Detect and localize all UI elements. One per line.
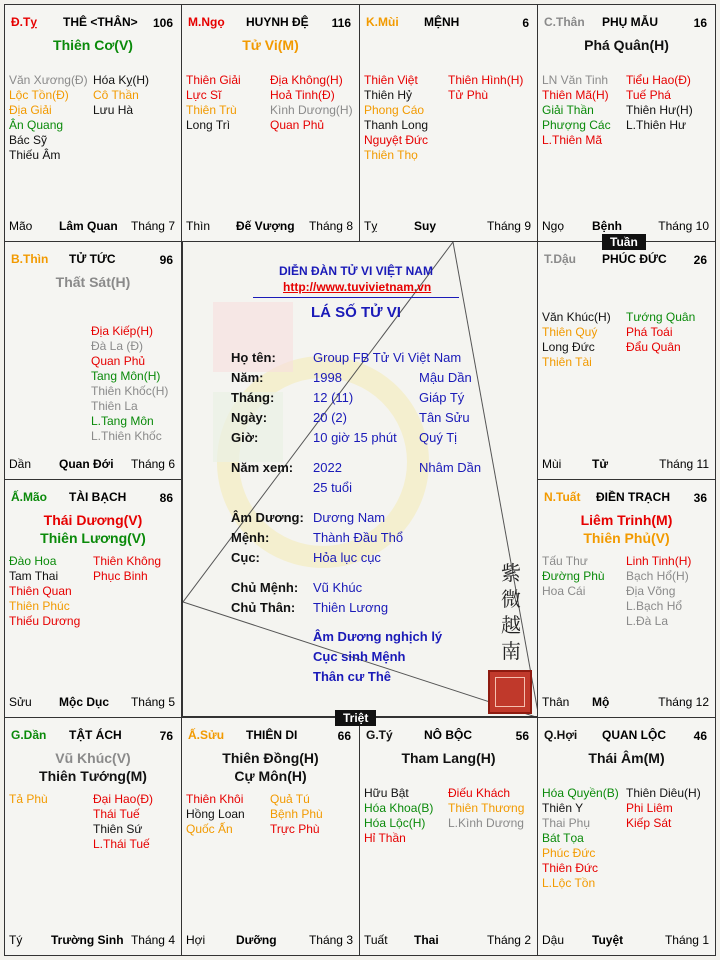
palace-tat-ach	[4, 717, 182, 956]
stars-left-column	[364, 73, 428, 163]
palace-branch: Ngọ	[542, 219, 565, 233]
palace-month: Tháng 11	[659, 457, 709, 471]
minor-star: Bát Tọa	[542, 831, 584, 845]
minor-star: Địa Giải	[9, 103, 52, 117]
palace-branch: Dần	[9, 457, 32, 471]
minor-star: L.Đà La	[626, 614, 669, 628]
minor-star: L.Thiên Mã	[542, 133, 603, 147]
minor-star: Đẩu Quân	[626, 340, 681, 354]
minor-star: Phượng Các	[542, 118, 611, 132]
note-3: Thân cư Thê	[313, 669, 392, 684]
minor-star: L.Thiên Khốc	[91, 429, 162, 443]
minor-star: Địa Không(H)	[270, 73, 343, 87]
info-value: Vũ Khúc	[313, 580, 363, 595]
palace-month: Tháng 1	[664, 933, 709, 947]
minor-star: Bác Sỹ	[9, 133, 48, 147]
minor-star: Long Đức	[542, 340, 595, 354]
stars-left-column	[542, 310, 611, 370]
info-value: 12 (11)	[313, 390, 354, 405]
palace-stage: Suy	[414, 219, 437, 233]
minor-star: Phúc Đức	[542, 846, 596, 860]
minor-star: Thiên Khôi	[186, 792, 244, 806]
stars-right-column	[93, 554, 161, 584]
palace-tu-tuc	[4, 241, 182, 480]
minor-star: Đào Hoa	[9, 554, 57, 568]
minor-star: Quả Tú	[270, 792, 310, 806]
palace-branch: Mùi	[542, 457, 562, 471]
palace-number: 96	[159, 253, 173, 267]
minor-star: Tam Thai	[9, 569, 59, 583]
minor-star: Thiếu Dương	[9, 614, 81, 628]
info-label: Ngày:	[231, 410, 268, 425]
palace-month: Tháng 5	[130, 695, 175, 709]
info-value: 20 (2)	[313, 410, 347, 425]
minor-star: Thiên Tài	[542, 355, 592, 369]
minor-star: Hoa Cái	[542, 584, 586, 598]
info-extra: Giáp Tý	[419, 390, 465, 405]
minor-star: Đà La (Đ)	[91, 339, 144, 353]
minor-star: Địa Kiếp(H)	[91, 324, 154, 338]
palace-house-name: PHỤ MẪU	[602, 15, 658, 29]
stars-right-column	[448, 786, 524, 831]
minor-star: Văn Khúc(H)	[542, 310, 611, 324]
palace-stem: G.Tý	[366, 728, 393, 742]
info-extra: Mậu Dần	[419, 370, 472, 385]
minor-star: Thiên Thọ	[364, 148, 418, 162]
palace-stem: Đ.Tỵ	[11, 15, 38, 29]
palace-stage: Trường Sinh	[51, 933, 124, 947]
minor-star: Hóa Lộc(H)	[364, 816, 426, 830]
palace-month: Tháng 2	[486, 933, 531, 947]
palace-number: 26	[693, 253, 707, 267]
info-value: 2022	[313, 460, 342, 475]
stars-right-column	[626, 73, 693, 133]
palace-number: 16	[693, 16, 707, 30]
minor-star: Đại Hao(Đ)	[93, 792, 154, 806]
info-value: Thiên Lương	[313, 600, 389, 615]
minor-star: Thiên Phúc	[9, 599, 70, 613]
stars-left-column	[542, 73, 611, 148]
minor-star: Thiên Y	[542, 801, 584, 815]
minor-star: Thiên Đức	[542, 861, 599, 875]
minor-star: Tấu Thư	[542, 554, 588, 568]
main-star: Thiên Đồng(H)	[222, 750, 319, 766]
palace-number: 56	[515, 729, 529, 743]
minor-star: Thiên Quý	[542, 325, 598, 339]
minor-star: Kình Dương(H)	[270, 103, 353, 117]
palace-branch: Tý	[9, 933, 23, 947]
info-value: 1998	[313, 370, 342, 385]
info-label: Năm xem:	[231, 460, 294, 475]
info-label: Âm Dương:	[231, 510, 304, 525]
palace-stem: K.Mùi	[366, 15, 399, 29]
palace-stage: Dưỡng	[236, 933, 277, 947]
palace-number: 66	[337, 729, 351, 743]
palace-number: 76	[159, 729, 173, 743]
triangle-line-2	[453, 242, 538, 717]
minor-star: Thai Phụ	[542, 816, 591, 830]
minor-star: Thiên Hư(H)	[626, 103, 693, 117]
info-label: Mệnh:	[231, 530, 270, 545]
palace-quan-loc	[537, 717, 716, 956]
palace-house-name: TỬ TỨC	[69, 252, 116, 266]
info-label: Họ tên:	[231, 350, 276, 365]
palace-month: Tháng 10	[658, 219, 709, 233]
palace-month: Tháng 6	[130, 457, 175, 471]
info-label: Chủ Mệnh:	[231, 580, 299, 595]
minor-star: Thiên Quan	[9, 584, 72, 598]
stars-left-column	[9, 792, 48, 807]
stars-left-column	[186, 792, 245, 837]
minor-star: L.Thiên Hư	[626, 118, 687, 132]
palace-stem: Ấ.Sửu	[188, 728, 225, 742]
palace-branch: Dậu	[542, 933, 565, 947]
horoscope-board	[4, 4, 716, 956]
main-star: Tử Vi(M)	[242, 37, 299, 53]
minor-star: Phục Binh	[93, 569, 148, 583]
palace-stage: Mộc Dục	[59, 695, 110, 709]
info-value: Dương Nam	[313, 510, 386, 525]
minor-star: Tử Phù	[448, 88, 489, 102]
palace-stem: M.Ngọ	[188, 15, 225, 29]
palace-house-name: ĐIỀN TRẠCH	[596, 490, 670, 504]
minor-star: Quan Phủ	[91, 354, 146, 368]
minor-star: Ân Quang	[9, 118, 64, 132]
info-value: Hỏa lục cục	[313, 550, 381, 565]
palace-stage: Quan Đới	[59, 457, 114, 471]
minor-star: Tả Phù	[9, 792, 48, 806]
palace-branch: Tuất	[364, 933, 388, 947]
header-divider	[253, 297, 459, 298]
palace-house-name: PHÚC ĐỨC	[602, 252, 667, 266]
palace-number: 86	[159, 491, 173, 505]
minor-star: Thiên Việt	[364, 73, 418, 87]
minor-star: Hoả Tinh(Đ)	[270, 88, 335, 102]
palace-stem: N.Tuất	[544, 490, 581, 504]
palace-the	[4, 4, 182, 242]
minor-star: Bạch Hổ(H)	[626, 569, 689, 583]
palace-menh	[359, 4, 538, 242]
minor-star: Quan Phủ	[270, 118, 325, 132]
seal-stamp	[488, 670, 532, 714]
minor-star: Thiên Khốc(H)	[91, 384, 169, 398]
palace-stage: Đế Vượng	[236, 219, 295, 233]
minor-star: Phi Liêm	[626, 801, 673, 815]
info-extra: Nhâm Dần	[419, 460, 482, 475]
stars-right-column	[626, 786, 701, 831]
minor-star: Địa Võng	[626, 584, 676, 598]
palace-huynh-de	[181, 4, 360, 242]
palace-month: Tháng 3	[308, 933, 353, 947]
minor-star: Hồng Loan	[186, 807, 245, 821]
minor-star: Hóa Quyền(B)	[542, 786, 619, 800]
main-star: Thiên Phủ(V)	[583, 530, 670, 546]
main-star: Cự Môn(H)	[234, 768, 307, 784]
minor-star: Hóa Khoa(B)	[364, 801, 434, 815]
minor-star: Hóa Kỵ(H)	[93, 73, 150, 87]
palace-phu-mau	[537, 4, 716, 242]
palace-branch: Hợi	[186, 933, 206, 947]
palace-month: Tháng 12	[658, 695, 709, 709]
stars-left-column	[542, 554, 605, 599]
minor-star: Thái Tuế	[93, 807, 140, 821]
main-star: Thái Âm(M)	[588, 750, 665, 766]
stars-left-column	[9, 73, 88, 163]
palace-month: Tháng 9	[486, 219, 531, 233]
stars-right-column	[270, 73, 353, 133]
forum-url[interactable]: http://www.tuvivietnam.vn	[283, 280, 432, 294]
minor-star: Thiên Diêu(H)	[626, 786, 701, 800]
minor-star: L.Lộc Tồn	[542, 876, 596, 890]
stars-left-column	[9, 554, 80, 629]
palace-stage: Tử	[592, 457, 609, 471]
minor-star: Lưu Hà	[93, 103, 134, 117]
palace-house-name: TÀI BẠCH	[69, 490, 127, 504]
stars-left-column	[364, 786, 433, 846]
minor-star: LN Văn Tinh	[542, 73, 609, 87]
stars-right-column	[626, 310, 695, 355]
palace-branch: Thân	[542, 695, 570, 709]
palace-stem: Q.Hợi	[544, 728, 578, 742]
minor-star: L.Tang Môn	[91, 414, 154, 428]
palace-branch: Mão	[9, 219, 33, 233]
palace-month: Tháng 7	[130, 219, 175, 233]
main-star: Vũ Khúc(V)	[55, 750, 131, 766]
palace-branch: Thìn	[186, 219, 211, 233]
minor-star: Thiên La	[91, 399, 138, 413]
palace-stage: Lâm Quan	[59, 219, 118, 233]
stars-right-column	[93, 73, 149, 118]
stars-right-column	[448, 73, 523, 103]
info-value: Thành Đầu Thổ	[313, 530, 404, 545]
main-star: Thiên Cơ(V)	[53, 37, 133, 53]
palace-stem: B.Thìn	[11, 252, 49, 266]
palace-stage: Thai	[414, 933, 439, 947]
minor-star: Tuế Phá	[626, 88, 671, 102]
main-star: Liêm Trinh(M)	[580, 512, 673, 528]
main-star: Thái Dương(V)	[43, 512, 143, 528]
minor-star: Thanh Long	[364, 118, 429, 132]
palace-month: Tháng 8	[308, 219, 353, 233]
info-extra: Quý Tị	[419, 430, 458, 445]
main-star: Tham Lang(H)	[401, 750, 496, 766]
palace-number: 116	[331, 16, 351, 30]
minor-star: Hữu Bật	[364, 786, 409, 800]
minor-star: Thiên Mã(H)	[542, 88, 609, 102]
chart-title: LÁ SỐ TỬ VI	[311, 304, 401, 321]
note-2: Cục sinh Mệnh	[313, 649, 406, 664]
seal-vertical-text: 紫 微 越 南	[501, 561, 521, 663]
palace-stage: Bệnh	[592, 219, 622, 233]
stars-right-column	[91, 324, 168, 444]
center-panel	[182, 241, 538, 717]
palace-house-name: HUYNH ĐỆ	[246, 15, 309, 29]
palace-house-name: MỆNH	[424, 15, 460, 29]
minor-star: Thiên Thương	[448, 801, 525, 815]
palace-tai-bach	[4, 479, 182, 718]
minor-star: Điếu Khách	[448, 786, 511, 800]
palace-stem: C.Thân	[544, 15, 585, 29]
stars-right-column	[93, 792, 153, 852]
minor-star: Thiên Không	[93, 554, 162, 568]
palace-house-name: QUAN LỘC	[602, 728, 666, 742]
minor-star: Kiếp Sát	[626, 816, 672, 830]
palace-number: 6	[522, 16, 529, 30]
palace-branch: Sửu	[9, 695, 32, 709]
palace-number: 106	[152, 16, 173, 30]
minor-star: Nguyệt Đức	[364, 133, 429, 147]
minor-star: Quốc Ấn	[186, 822, 233, 836]
info-value: 25 tuổi	[313, 480, 353, 495]
info-label: Tháng:	[231, 390, 275, 405]
minor-star: Thiếu Âm	[9, 148, 61, 162]
minor-star: Đường Phù	[542, 569, 605, 583]
palace-month: Tháng 4	[130, 933, 175, 947]
palace-number: 46	[693, 729, 707, 743]
palace-house-name: THÊ <THÂN>	[63, 15, 138, 29]
info-value: Group FB Tử Vi Việt Nam	[313, 350, 462, 365]
palace-no-boc	[359, 717, 538, 956]
minor-star: Tướng Quân	[626, 310, 696, 324]
minor-star: L.Kình Dương	[448, 816, 524, 830]
palace-thien-di	[181, 717, 360, 956]
info-label: Năm:	[231, 370, 264, 385]
tuan-marker: Tuần	[602, 234, 646, 250]
minor-star: Thiên Sứ	[93, 822, 143, 836]
minor-star: Giải Thần	[542, 103, 594, 117]
stars-right-column	[270, 792, 323, 837]
minor-star: Thiên Hỷ	[364, 88, 413, 102]
minor-star: Thiên Hình(H)	[448, 73, 524, 87]
triet-marker: Triệt	[335, 710, 376, 726]
minor-star: Phá Toái	[626, 325, 673, 339]
info-label: Giờ:	[231, 430, 259, 445]
main-star: Thiên Lương(V)	[40, 530, 146, 546]
palace-stem: G.Dần	[11, 728, 47, 742]
info-extra: Tân Sửu	[419, 410, 470, 425]
minor-star: Long Trì	[186, 118, 231, 132]
minor-star: Văn Xương(Đ)	[9, 73, 88, 87]
palace-stem: T.Dậu	[544, 252, 577, 266]
minor-star: Tang Môn(H)	[91, 369, 161, 383]
minor-star: Bệnh Phù	[270, 807, 323, 821]
minor-star: Thiên Trù	[186, 103, 237, 117]
main-star: Phá Quân(H)	[584, 37, 669, 53]
stars-left-column	[186, 73, 241, 133]
minor-star: Linh Tinh(H)	[626, 554, 692, 568]
palace-number: 36	[693, 491, 707, 505]
minor-star: Lộc Tồn(Đ)	[9, 88, 69, 102]
minor-star: L.Thái Tuế	[93, 837, 150, 851]
minor-star: L.Bạch Hổ	[626, 599, 683, 613]
palace-branch: Tỵ	[364, 219, 378, 233]
forum-name: DIỄN ĐÀN TỬ VI VIỆT NAM	[279, 264, 433, 278]
minor-star: Trực Phù	[270, 822, 320, 836]
minor-star: Phong Cáo	[364, 103, 425, 117]
main-star: Thất Sát(H)	[55, 274, 131, 290]
info-label: Cục:	[231, 550, 260, 565]
palace-stage: Tuyệt	[592, 933, 624, 947]
minor-star: Cô Thần	[93, 88, 139, 102]
palace-house-name: THIÊN DI	[246, 728, 298, 742]
stars-right-column	[626, 554, 691, 629]
minor-star: Thiên Giải	[186, 73, 241, 87]
info-label: Chủ Thân:	[231, 600, 296, 615]
info-value: 10 giờ 15 phút	[313, 430, 397, 445]
main-star: Thiên Tướng(M)	[39, 768, 147, 784]
palace-phuc-duc	[537, 241, 716, 480]
minor-star: Tiểu Hao(Đ)	[626, 73, 691, 87]
minor-star: Hỉ Thần	[364, 831, 406, 845]
palace-stem: Ấ.Mão	[11, 490, 47, 504]
palace-dien-trach	[537, 479, 716, 718]
palace-house-name: NÔ BỘC	[424, 728, 472, 742]
stars-left-column	[542, 786, 619, 891]
palace-house-name: TẬT ÁCH	[69, 728, 122, 742]
note-1: Âm Dương nghịch lý	[313, 629, 443, 644]
minor-star: Lực Sĩ	[186, 88, 222, 102]
palace-stage: Mộ	[592, 695, 610, 709]
